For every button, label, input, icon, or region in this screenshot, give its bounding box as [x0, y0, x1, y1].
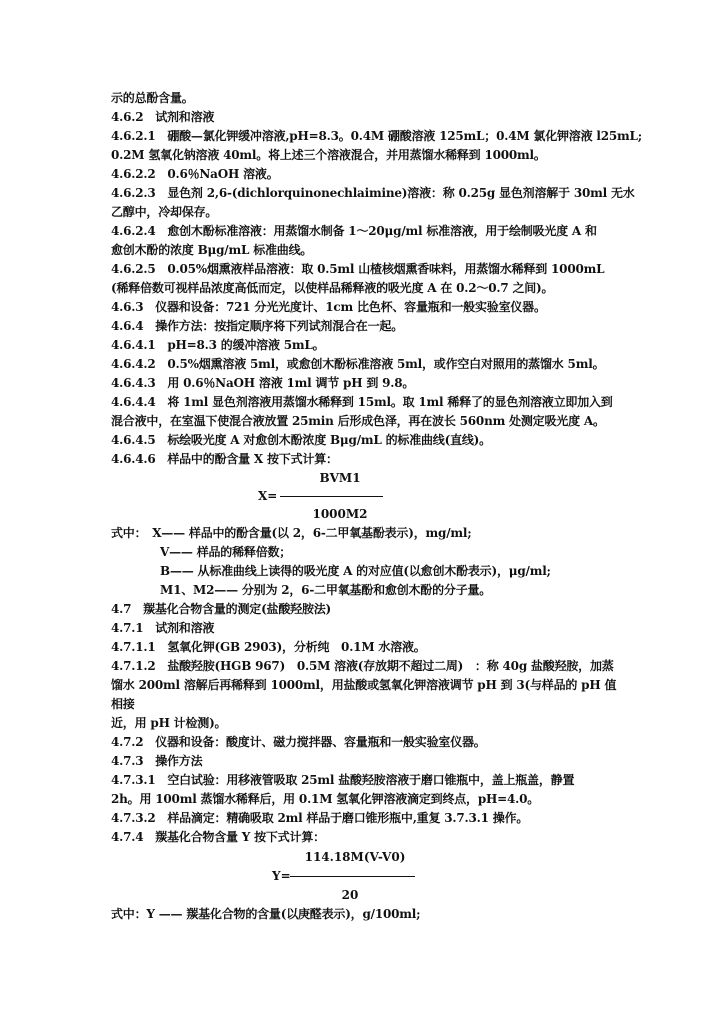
text-line: 4.6.2.5 0.05%烟熏液样品溶液：取 0.5ml 山楂核烟熏香味料，用蒸馏水稀释到 1000mL	[111, 262, 605, 276]
text-line: 0.2M 氢氧化钠溶液 40ml。将上述三个溶液混合，并用蒸馏水稀释到 1000ml。	[111, 148, 546, 162]
text-line: 4.6.4.2 0.5%烟熏溶液 5ml，或愈创木酚标准溶液 5ml，或作空白对照用的蒸馏水 5ml。	[111, 357, 605, 371]
text-line: 馏水 200ml 溶解后再稀释到 1000ml，用盐酸或氢氧化钾溶液调节 pH 到 3(与样品的 pH 值	[111, 678, 617, 692]
section-heading: 4.6.3 仪器和设备：721 分光光度计、1cm 比色杯、容量瓶和一般实验室仪器。	[111, 300, 546, 314]
fraction-bar	[290, 876, 415, 877]
text-line: (稀释倍数可视样品浓度高低而定，以使样品稀释液的吸光度 A 在 0.2～0.7 之间)。	[111, 281, 554, 295]
text-line: 4.6.4.5 标绘吸光度 A 对愈创木酚浓度 Bμg/mL 的标准曲线(直线)。	[111, 433, 491, 447]
text-line: 4.6.2.2 0.6％NaOH 溶液。	[111, 167, 279, 181]
text-line: 愈创木酚的浓度 Bμg/mL 标准曲线。	[111, 243, 313, 257]
fraction-bar	[280, 496, 383, 497]
text-line: 乙醇中，冷却保存。	[111, 205, 218, 219]
text-line: 4.7.4 羰基化合物含量 Y 按下式计算：	[111, 830, 325, 844]
section-heading: 4.6.2 试剂和溶液	[111, 110, 215, 124]
text-line: 2h。用 100ml 蒸馏水稀释后，用 0.1M 氢氧化钾溶液滴定到终点，pH=4.0。	[111, 792, 540, 806]
formula-numerator: 114.18M(V-V0)	[304, 850, 406, 864]
text-line: 4.7.1.1 氢氧化钾(GB 2903)，分析纯 0.1M 水溶液。	[111, 640, 426, 654]
text-line: 4.6.4.4 将 1ml 显色剂溶液用蒸馏水稀释到 15ml。取 1ml 稀释了的显色剂溶液立即加入到	[111, 395, 613, 409]
text-line: 示的总酚含量。	[111, 91, 194, 105]
text-line: 4.6.2.4 愈创木酚标准溶液：用蒸馏水制备 1～20μg/ml 标准溶液，用于绘制吸光度 A 和	[111, 224, 597, 238]
section-heading: 4.7.1 试剂和溶液	[111, 621, 215, 635]
text-line: 式中：Y —— 羰基化合物的含量(以庚醛表示)，g/100ml;	[111, 907, 421, 921]
text-line: 4.6.4.1 pH=8.3 的缓冲溶液 5mL。	[111, 338, 325, 352]
text-line: 式中： X—— 样品中的酚含量(以 2，6-二甲氧基酚表示)，mg/ml;	[111, 526, 472, 540]
section-heading: 4.7 羰基化合物含量的测定(盐酸羟胺法)	[111, 602, 332, 616]
text-line: 相接	[111, 697, 135, 711]
text-line: 4.6.4.6 样品中的酚含量 X 按下式计算：	[111, 452, 338, 466]
formula-denominator: 1000M2	[312, 507, 368, 521]
text-line: 4.7.1.2 盐酸羟胺(HGB 967) 0.5M 溶液(存放期不超过二周) ：称 40g 盐酸羟胺，加蒸	[111, 659, 614, 673]
text-line: 4.7.3.2 样品滴定：精确吸取 2ml 样品于磨口锥形瓶中,重复 3.7.3.1 操作。	[111, 811, 529, 825]
formula-numerator: BVM1	[319, 471, 361, 485]
text-line: B—— 从标准曲线上读得的吸光度 A 的对应值(以愈创木酚表示)，μg/ml;	[160, 564, 551, 578]
section-heading: 4.7.2 仪器和设备：酸度计、磁力搅拌器、容量瓶和一般实验室仪器。	[111, 735, 486, 749]
formula-lhs: X=	[258, 489, 278, 503]
text-line: 4.7.3.1 空白试验：用移液管吸取 25ml 盐酸羟胺溶液于磨口锥瓶中，盖上瓶盖，静置	[111, 773, 575, 787]
text-line: 4.6.4.3 用 0.6％NaOH 溶液 1ml 调节 pH 到 9.8。	[111, 376, 415, 390]
text-line: V—— 样品的稀释倍数；	[160, 545, 292, 559]
section-heading: 4.6.4 操作方法：按指定顺序将下列试剂混合在一起。	[111, 319, 404, 333]
formula-denominator: 20	[341, 888, 359, 902]
text-line: M1、M2—— 分别为 2，6-二甲氧基酚和愈创木酚的分子量。	[160, 583, 492, 597]
section-heading: 4.7.3 操作方法	[111, 754, 203, 768]
text-line: 混合液中，在室温下使混合液放置 25min 后形成色泽，再在波长 560nm 处测定吸光度 A。	[111, 414, 605, 428]
text-line: 近，用 pH 计检测)。	[111, 716, 227, 730]
formula-lhs: Y=	[272, 869, 291, 883]
text-line: 4.6.2.1 硼酸—氯化钾缓冲溶液,pH=8.3。0.4M 硼酸溶液 125mL；0.4M 氯化钾溶液 l25mL;	[111, 129, 643, 143]
text-line: 4.6.2.3 显色剂 2,6-(dichlorquinonechlaimine)溶液：称 0.25g 显色剂溶解于 30ml 无水	[111, 186, 635, 200]
